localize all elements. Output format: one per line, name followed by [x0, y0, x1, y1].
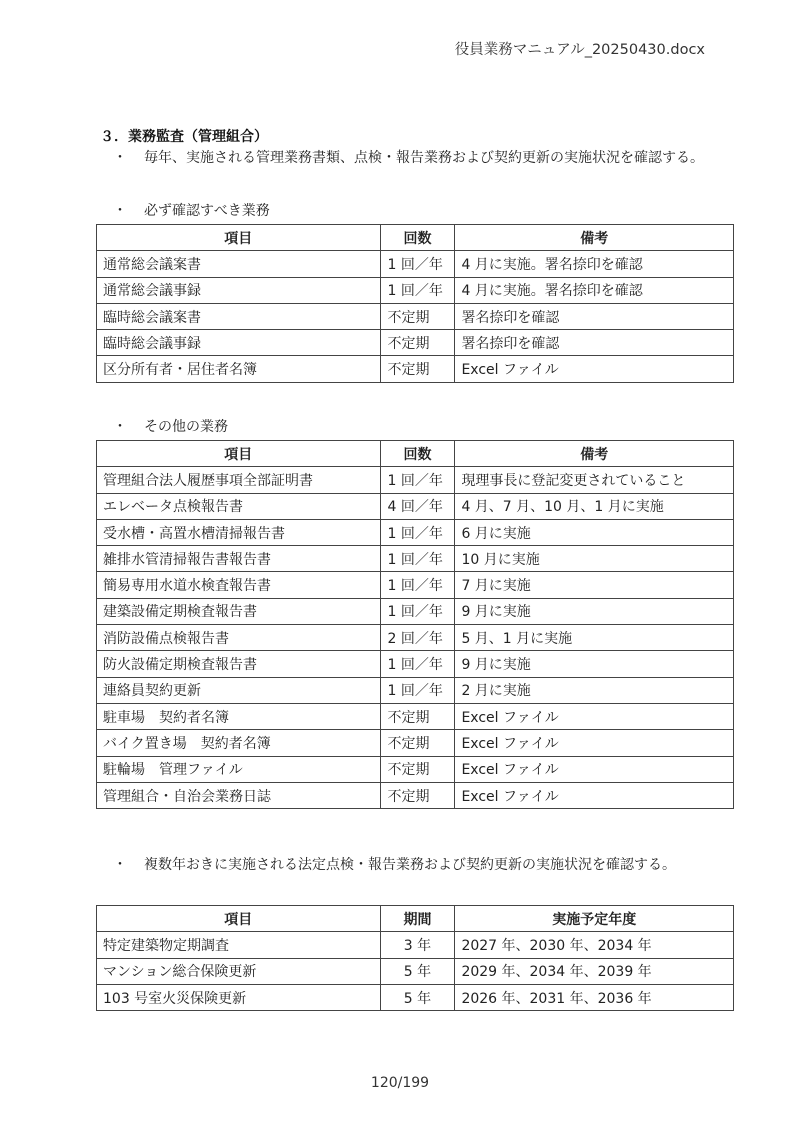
cell-item: 消防設備点検報告書 [97, 625, 381, 651]
bullet-text: その他の業務 [144, 419, 228, 435]
column-header-notes: 備考 [455, 225, 734, 251]
section-title: ３．業務監査（管理組合） [100, 129, 268, 145]
cell-item: 防火設備定期検査報告書 [97, 651, 381, 677]
cell-item: 受水槽・高置水槽清掃報告書 [97, 519, 381, 545]
cell-frequency: 不定期 [380, 330, 455, 356]
cell-item: 通常総会議案書 [97, 251, 381, 277]
cell-notes: 4 月に実施。署名捺印を確認 [455, 277, 734, 303]
cell-frequency: 1 回／年 [380, 546, 455, 572]
table-row [97, 730, 734, 756]
cell-frequency: 1 回／年 [380, 651, 455, 677]
table-row [97, 519, 734, 545]
cell-frequency: 2 回／年 [380, 625, 455, 651]
column-header-period: 期間 [380, 906, 455, 932]
table-row [97, 251, 734, 277]
column-header-frequency: 回数 [380, 225, 455, 251]
cell-item: 簡易専用水道水検査報告書 [97, 572, 381, 598]
cell-scheduled-years: 2029 年、2034 年、2039 年 [455, 958, 734, 984]
cell-notes: 6 月に実施 [455, 519, 734, 545]
multi-year-tasks-table [96, 905, 734, 1011]
cell-notes: 10 月に実施 [455, 546, 734, 572]
cell-period: 5 年 [380, 958, 455, 984]
cell-frequency: 不定期 [380, 730, 455, 756]
cell-period: 3 年 [380, 932, 455, 958]
other-tasks-table [96, 440, 734, 809]
cell-item: 103 号室火災保険更新 [97, 984, 381, 1010]
cell-notes: Excel ファイル [455, 782, 734, 808]
cell-frequency: 1 回／年 [380, 277, 455, 303]
table-row [97, 493, 734, 519]
cell-notes: Excel ファイル [455, 756, 734, 782]
document-filename: 役員業務マニュアル_20250430.docx [454, 42, 705, 58]
cell-item: 管理組合法人履歴事項全部証明書 [97, 467, 381, 493]
table-row [97, 572, 734, 598]
cell-item: 臨時総会議案書 [97, 303, 381, 329]
table-header-row [97, 441, 734, 467]
cell-notes: 署名捺印を確認 [455, 303, 734, 329]
cell-frequency: 不定期 [380, 303, 455, 329]
bullet-annual-check [113, 145, 713, 197]
cell-frequency: 1 回／年 [380, 677, 455, 703]
cell-item: 雑排水管清掃報告書報告書 [97, 546, 381, 572]
column-header-item: 項目 [97, 906, 381, 932]
cell-frequency: 1 回／年 [380, 572, 455, 598]
cell-item: 特定建築物定期調査 [97, 932, 381, 958]
table-row [97, 330, 734, 356]
bullet-dot: ・ [113, 419, 127, 435]
cell-notes: 9 月に実施 [455, 651, 734, 677]
table-row [97, 356, 734, 382]
cell-notes: 7 月に実施 [455, 572, 734, 598]
cell-item: 連絡員契約更新 [97, 677, 381, 703]
table-row [97, 546, 734, 572]
table-row [97, 984, 734, 1010]
cell-notes: 2 月に実施 [455, 677, 734, 703]
cell-scheduled-years: 2026 年、2031 年、2036 年 [455, 984, 734, 1010]
cell-frequency: 1 回／年 [380, 251, 455, 277]
bullet-text: 毎年、実施される管理業務書類、点検・報告業務および契約更新の実施状況を確認する。 [144, 150, 704, 166]
bullet-multi-year-check [113, 852, 713, 904]
cell-frequency: 不定期 [380, 782, 455, 808]
table-row [97, 467, 734, 493]
table-header-row [97, 906, 734, 932]
column-header-item: 項目 [97, 225, 381, 251]
column-header-item: 項目 [97, 441, 381, 467]
bullet-dot: ・ [113, 150, 127, 166]
table-row [97, 932, 734, 958]
cell-notes: 9 月に実施 [455, 598, 734, 624]
cell-notes: 4 月、7 月、10 月、1 月に実施 [455, 493, 734, 519]
table-row [97, 958, 734, 984]
table-row [97, 625, 734, 651]
cell-item: 建築設備定期検査報告書 [97, 598, 381, 624]
cell-item: エレベータ点検報告書 [97, 493, 381, 519]
cell-notes: 5 月、1 月に実施 [455, 625, 734, 651]
cell-frequency: 4 回／年 [380, 493, 455, 519]
table-row [97, 277, 734, 303]
cell-item: マンション総合保険更新 [97, 958, 381, 984]
cell-item: 区分所有者・居住者名簿 [97, 356, 381, 382]
column-header-scheduled-years: 実施予定年度 [455, 906, 734, 932]
table-header-row [97, 225, 734, 251]
bullet-text: 必ず確認すべき業務 [144, 203, 270, 219]
bullet-text: 複数年おきに実施される法定点検・報告業務および契約更新の実施状況を確認する。 [144, 857, 676, 873]
cell-notes: Excel ファイル [455, 703, 734, 729]
cell-item: 駐輪場 管理ファイル [97, 756, 381, 782]
cell-scheduled-years: 2027 年、2030 年、2034 年 [455, 932, 734, 958]
cell-notes: 4 月に実施。署名捺印を確認 [455, 251, 734, 277]
cell-notes: 署名捺印を確認 [455, 330, 734, 356]
cell-item: 臨時総会議事録 [97, 330, 381, 356]
cell-frequency: 1 回／年 [380, 467, 455, 493]
required-tasks-table [96, 224, 734, 383]
cell-item: 通常総会議事録 [97, 277, 381, 303]
table-row [97, 677, 734, 703]
cell-notes: Excel ファイル [455, 730, 734, 756]
cell-period: 5 年 [380, 984, 455, 1010]
bullet-dot: ・ [113, 203, 127, 219]
table-row [97, 782, 734, 808]
cell-frequency: 不定期 [380, 703, 455, 729]
cell-frequency: 不定期 [380, 756, 455, 782]
cell-notes: 現理事長に登記変更されていること [455, 467, 734, 493]
table-row [97, 303, 734, 329]
cell-item: 駐車場 契約者名簿 [97, 703, 381, 729]
table-row [97, 756, 734, 782]
cell-notes: Excel ファイル [455, 356, 734, 382]
cell-frequency: 1 回／年 [380, 598, 455, 624]
cell-item: バイク置き場 契約者名簿 [97, 730, 381, 756]
page-number: 120/199 [370, 1075, 430, 1091]
column-header-notes: 備考 [455, 441, 734, 467]
bullet-dot: ・ [113, 857, 127, 873]
table-row [97, 651, 734, 677]
column-header-frequency: 回数 [380, 441, 455, 467]
cell-frequency: 不定期 [380, 356, 455, 382]
table-row [97, 703, 734, 729]
cell-item: 管理組合・自治会業務日誌 [97, 782, 381, 808]
table-row [97, 598, 734, 624]
cell-frequency: 1 回／年 [380, 519, 455, 545]
